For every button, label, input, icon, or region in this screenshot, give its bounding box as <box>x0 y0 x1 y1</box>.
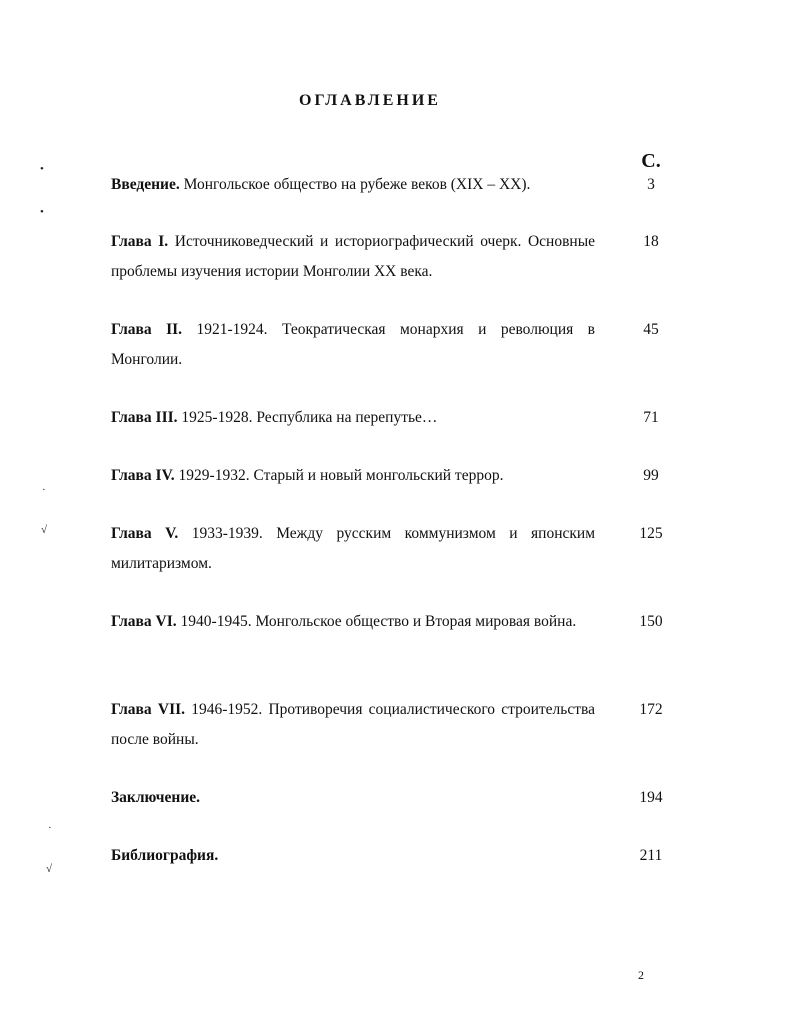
toc-entry-label: Введение. <box>111 176 180 193</box>
toc-page-number: 150 <box>639 613 663 630</box>
toc-entry-text: 1946-1952. Противоречия социалистического строительства после войны. <box>111 701 595 748</box>
toc-page-number: 18 <box>643 233 659 250</box>
toc-page-number: 99 <box>643 467 659 484</box>
scan-tick-mark: √ <box>41 524 48 536</box>
page-column-header: С. <box>641 150 661 172</box>
toc-entry-chapter-1 <box>111 227 595 287</box>
toc-entry-label: Глава III. <box>111 409 178 426</box>
footer-page-number: 2 <box>638 968 644 982</box>
toc-entry-chapter-3 <box>111 403 595 433</box>
toc-page-number: 172 <box>639 701 663 718</box>
toc-entry-text: Монгольское общество на рубеже веков (XIX – XX). <box>179 176 531 193</box>
toc-entry-introduction <box>111 170 595 200</box>
scan-dot-mark: · <box>48 822 52 834</box>
toc-entry-label: Глава II. <box>111 321 183 338</box>
toc-entry-chapter-2 <box>111 315 595 375</box>
toc-entry-text: 1940-1945. Монгольское общество и Вторая мировая война. <box>176 613 577 630</box>
toc-page-number: 45 <box>643 321 659 338</box>
toc-page-number: 125 <box>639 525 663 542</box>
toc-entry-text: 1921-1924. Теократическая монархия и революция в Монголии. <box>111 321 595 368</box>
toc-entry-label: Глава VI. <box>111 613 177 630</box>
toc-entry-label: Глава IV. <box>111 467 175 484</box>
toc-entry-label: Библиография. <box>111 847 219 864</box>
toc-entry-label: Заключение. <box>111 789 201 806</box>
toc-entry-text: 1925-1928. Республика на перепутье… <box>177 409 438 426</box>
toc-entry-chapter-5 <box>111 519 595 579</box>
page-title: ОГЛАВЛЕНИЕ <box>299 92 441 109</box>
toc-page-number: 3 <box>647 176 655 193</box>
toc-entry-chapter-6 <box>111 607 595 637</box>
toc-entry-label: Глава V. <box>111 525 179 542</box>
toc-page-number: 194 <box>639 789 663 806</box>
toc-entry-conclusion <box>111 783 595 813</box>
scan-dot-mark: • <box>40 163 44 175</box>
toc-entry-label: Глава VII. <box>111 701 186 718</box>
toc-entry-chapter-4 <box>111 461 595 491</box>
toc-entry-text: 1933-1939. Между русским коммунизмом и японским милитаризмом. <box>111 525 595 572</box>
toc-entry-text: 1929-1932. Старый и новый монгольский террор. <box>174 467 504 484</box>
scan-tick-mark: √ <box>46 863 53 875</box>
scan-dot-mark: · <box>42 484 46 496</box>
toc-entry-chapter-7 <box>111 695 595 755</box>
toc-entry-label: Глава I. <box>111 233 169 250</box>
toc-entry-bibliography <box>111 841 595 871</box>
toc-entry-text: Источниковедческий и историографический очерк. Основные проблемы изучения истории Монголии XX века. <box>111 233 595 280</box>
scan-dot-mark: • <box>40 206 44 218</box>
toc-page-number: 71 <box>643 409 659 426</box>
toc-page-number: 211 <box>639 847 663 864</box>
